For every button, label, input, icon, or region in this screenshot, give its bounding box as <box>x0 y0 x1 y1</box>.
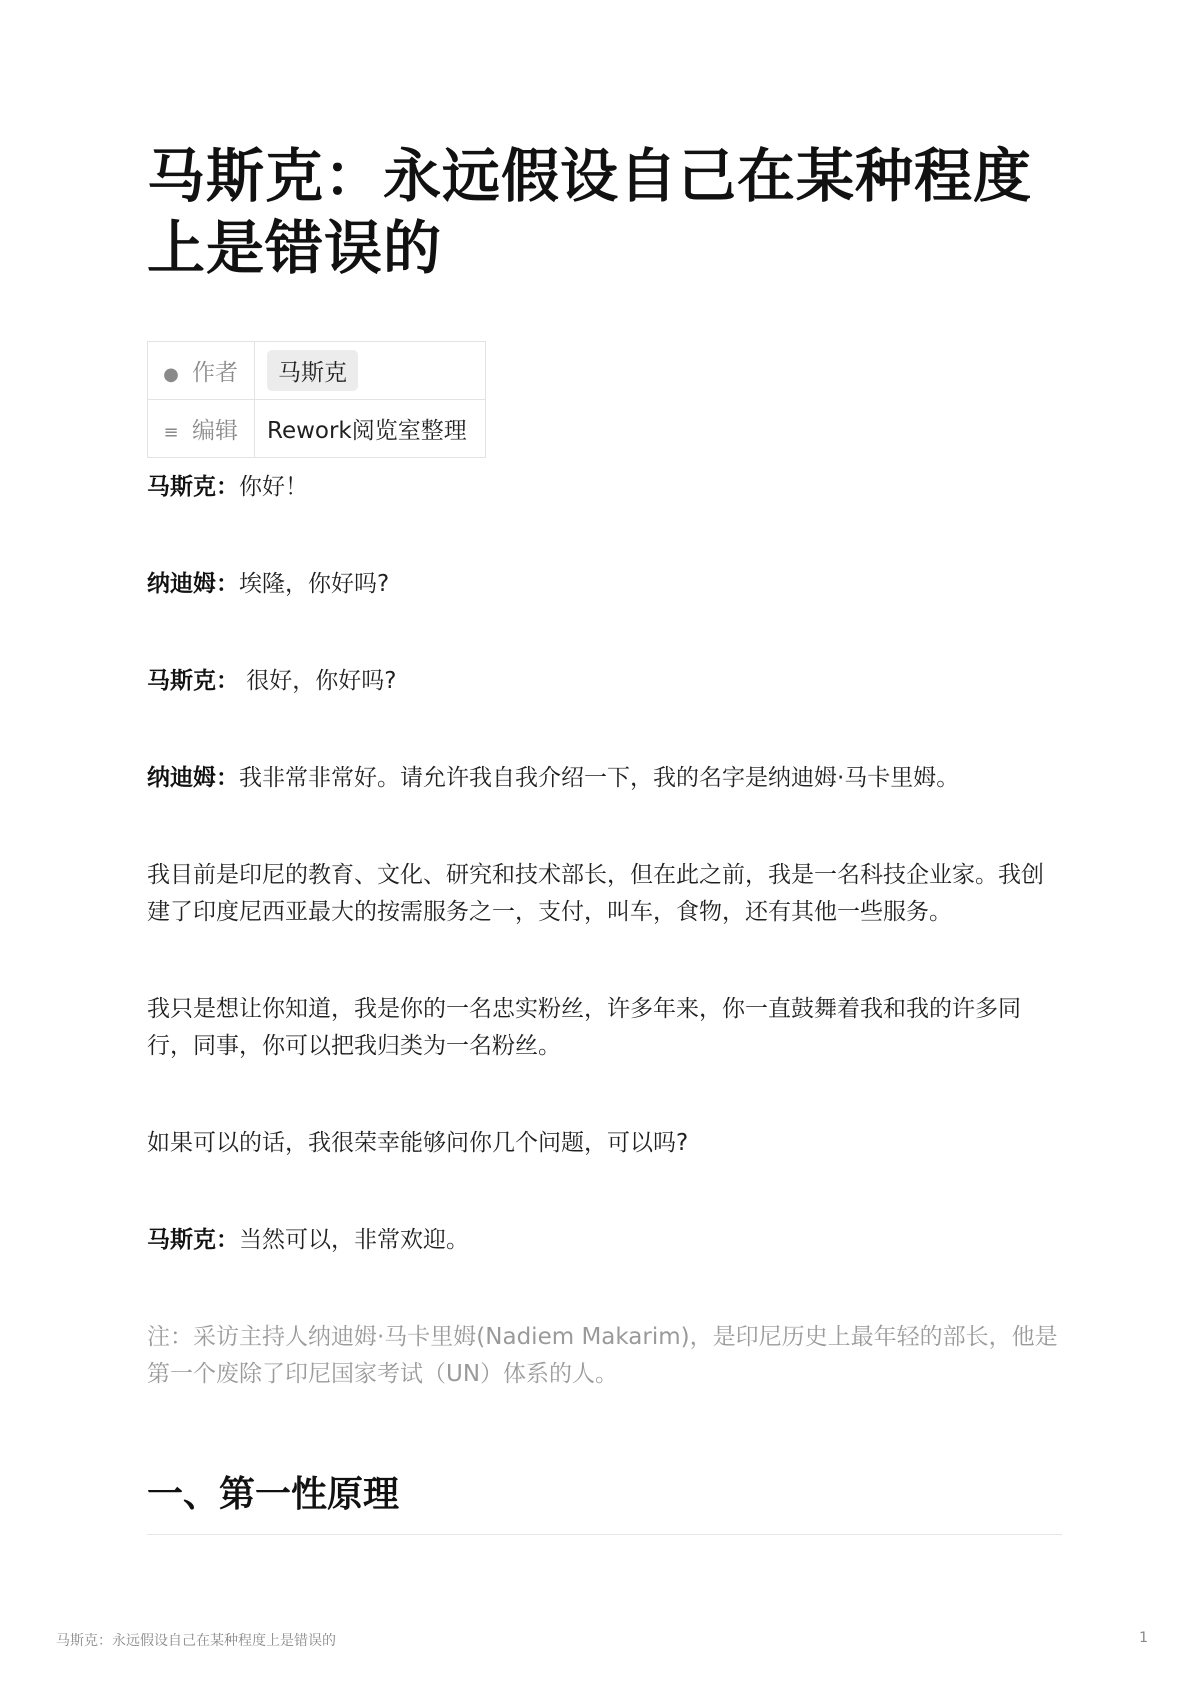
dialogue-line <box>147 760 1062 797</box>
dialogue-text: 我非常非常好。请允许我自我介绍一下，我的名字是纳迪姆·马卡里姆。 <box>239 765 960 791</box>
property-row-author <box>148 342 486 400</box>
dialogue-text: 当然可以，非常欢迎。 <box>239 1227 469 1253</box>
dialogue-line <box>147 1222 1062 1259</box>
person-icon: ● <box>163 364 179 385</box>
dialogue-paragraph: 我目前是印尼的教育、文化、研究和技术部长，但在此之前，我是一名科技企业家。我创建了印度尼西亚最大的按需服务之一，支付，叫车，食物，还有其他一些服务。 <box>147 862 1044 925</box>
dialogue-line <box>147 566 1062 603</box>
property-row-editor <box>148 400 486 458</box>
section-heading: 一、第一性原理 <box>147 1474 400 1515</box>
divider <box>147 1534 1062 1535</box>
dialogue-line <box>147 663 1062 700</box>
text-lines-icon: ≡ <box>163 422 179 443</box>
author-tag[interactable]: 马斯克 <box>267 350 358 391</box>
footer-title: 马斯克：永远假设自己在某种程度上是错误的 <box>56 1633 336 1649</box>
property-key: 作者 <box>192 360 238 386</box>
dialogue-text: 埃隆，你好吗? <box>239 571 390 597</box>
speaker-label: 马斯克： <box>147 474 239 500</box>
speaker-label: 纳迪姆： <box>147 765 239 791</box>
speaker-label: 纳迪姆： <box>147 571 239 597</box>
page-title: 马斯克：永远假设自己在某种程度上是错误的 <box>147 142 1033 282</box>
dialogue-text: 你好！ <box>239 474 308 500</box>
dialogue-line <box>147 469 1062 506</box>
dialogue-text: 很好，你好吗? <box>239 668 397 694</box>
page-number: 1 <box>1139 1630 1148 1646</box>
interviewer-note: 注：采访主持人纳迪姆·马卡里姆(Nadiem Makarim)，是印尼历史上最年轻的部长，他是第一个废除了印尼国家考试（UN）体系的人。 <box>147 1324 1058 1387</box>
dialogue-paragraph: 如果可以的话，我很荣幸能够问你几个问题，可以吗? <box>147 1130 689 1156</box>
editor-value: Rework阅览室整理 <box>267 418 467 444</box>
speaker-label: 马斯克： <box>147 668 239 694</box>
speaker-label: 马斯克： <box>147 1227 239 1253</box>
property-key: 编辑 <box>192 418 238 444</box>
properties-table <box>147 341 486 458</box>
dialogue-paragraph: 我只是想让你知道，我是你的一名忠实粉丝，许多年来，你一直鼓舞着我和我的许多同行，同事，你可以把我归类为一名粉丝。 <box>147 996 1021 1059</box>
